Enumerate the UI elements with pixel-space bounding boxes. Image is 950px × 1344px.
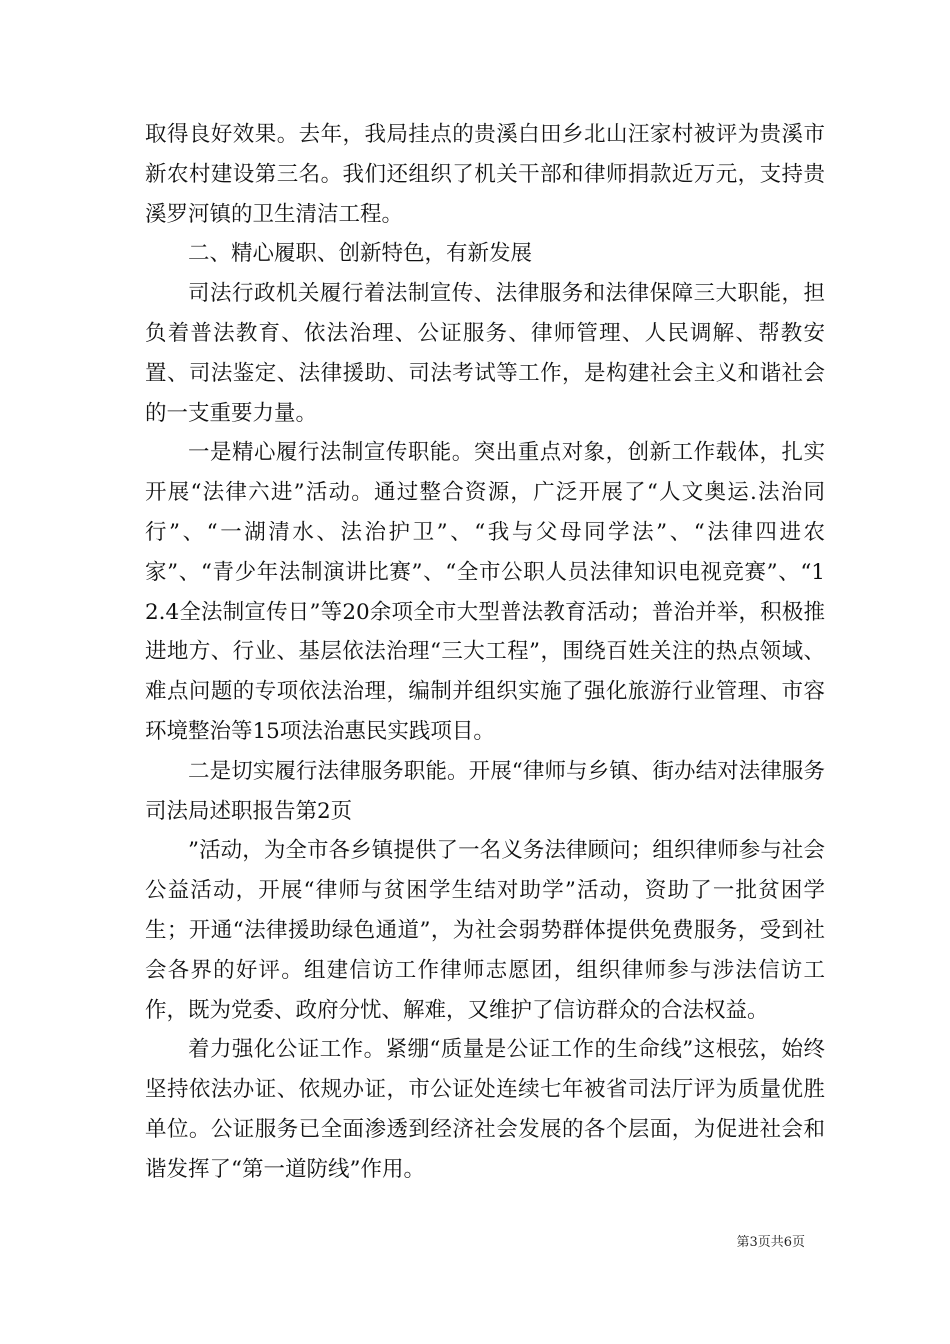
section-heading: 二、精心履职、创新特色，有新发展 bbox=[188, 241, 533, 267]
page-number: 第3页共6页 bbox=[736, 1235, 805, 1250]
paragraph: 司法行政机关履行着法制宣传、法律服务和法律保障三大职能，担负着普法教育、依法治理、公证服务、律师管理、人民调解、帮教安置、司法鉴定、法律援助、司法考试等工作，是构建社会主义和谐社会的一支重要力量。 bbox=[145, 281, 825, 426]
paragraph-continuation: 取得良好效果。去年，我局挂点的贵溪白田乡北山汪家村被评为贵溪市新农村建设第三名。我们还组织了机关干部和律师捐款近万元，支持贵溪罗河镇的卫生清洁工程。 bbox=[145, 122, 825, 227]
paragraph: 二是切实履行法律服务职能。开展“律师与乡镇、街办结对法律服务司法局述职报告第2页 bbox=[145, 758, 825, 824]
paragraph: 着力强化公证工作。紧绷“质量是公证工作的生命线”这根弦，始终坚持依法办证、依规办证，市公证处连续七年被省司法厅评为质量优胜单位。公证服务已全面渗透到经济社会发展的各个层面，为促进社会和谐发挥了“第一道防线”作用。 bbox=[145, 1037, 825, 1182]
paragraph: ”活动，为全市各乡镇提供了一名义务法律顾问；组织律师参与社会公益活动，开展“律师与贫困学生结对助学”活动，资助了一批贫困学生；开通“法律援助绿色通道”，为社会弱势群体提供免费服务，受到社会各界的好评。组建信访工作律师志愿团，组织律师参与涉法信访工作，既为党委、政府分忧、解难，又维护了信访群众的合法权益。 bbox=[145, 838, 825, 1023]
document-body bbox=[145, 115, 825, 1190]
paragraph: 一是精心履行法制宣传职能。突出重点对象，创新工作载体，扎实开展“法律六进”活动。通过整合资源，广泛开展了“人文奥运.法治同行”、“一湖清水、法治护卫”、“我与父母同学法”、“法律四进农家”、“青少年法制演讲比赛”、“全市公职人员法律知识电视竞赛”、“12.4全法制宣传日”等20余项全市大型普法教育活动；普治并举，积极推进地方、行业、基层依法治理“三大工程”，围绕百姓关注的热点领域、难点问题的专项依法治理，编制并组织实施了强化旅游行业管理、市容环境整治等15项法治惠民实践项目。 bbox=[145, 440, 825, 744]
